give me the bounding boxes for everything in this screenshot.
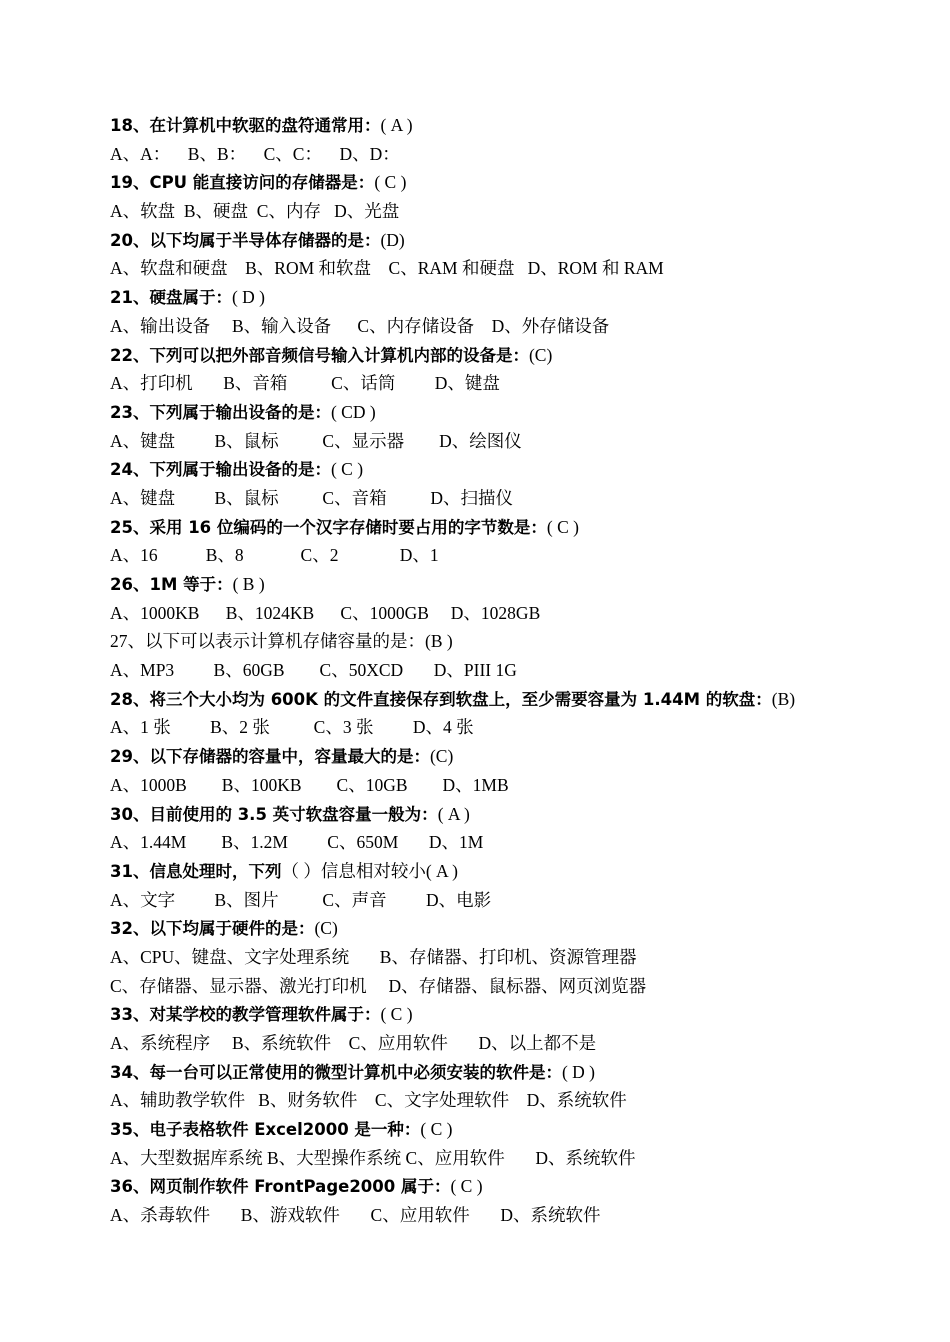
question-line — [110, 226, 910, 255]
answer-options — [110, 972, 910, 1001]
answer-key: ( D ) — [561, 1061, 596, 1082]
options-text: A、A： B、B： C、C： D、D： — [110, 143, 400, 164]
answer-key: ( A ) — [380, 115, 413, 135]
question-line — [110, 513, 910, 542]
answer-key: ( CD ) — [330, 401, 376, 422]
question-text: 28、将三个大小均为 600K 的文件直接保存到软盘上，至少需要容量为 1.44M 的软盘： — [110, 689, 772, 709]
question-text: 26、1M 等于： — [110, 575, 233, 594]
answer-options — [110, 254, 910, 283]
answer-key: (C) — [429, 746, 454, 767]
question-line — [110, 398, 910, 427]
answer-key: (D) — [380, 229, 405, 250]
question-line — [110, 1058, 910, 1087]
answer-options — [110, 771, 910, 800]
question-line — [110, 1115, 910, 1144]
answer-key: ( D ) — [231, 287, 266, 308]
answer-options — [110, 943, 910, 972]
answer-key: ( C ) — [374, 172, 407, 193]
question-text: 36、网页制作软件 FrontPage2000 属于： — [110, 1177, 451, 1197]
options-text: A、1000B B、100KB C、10GB D、1MB — [110, 774, 509, 795]
answer-key: (B ) — [425, 631, 453, 652]
question-line — [110, 800, 910, 829]
options-text: A、文字 B、图片 C、声音 D、电影 — [110, 889, 492, 910]
options-text: C、存储器、显示器、激光打印机 D、存储器、鼠标器、网页浏览器 — [110, 975, 647, 996]
answer-key: (C) — [314, 918, 338, 939]
question-text: 35、电子表格软件 Excel2000 是一种： — [110, 1120, 421, 1140]
question-line — [110, 570, 910, 599]
question-text-tail: （ ）信息相对较小 — [281, 860, 426, 881]
question-line — [110, 742, 910, 771]
question-line — [110, 627, 910, 656]
options-text: A、系统程序 B、系统软件 C、应用软件 D、以上都不是 — [110, 1033, 597, 1053]
question-text: 33、对某学校的教学管理软件属于： — [110, 1005, 381, 1025]
answer-options — [110, 1144, 910, 1173]
question-text: 29、以下存储器的容量中，容量最大的是： — [110, 747, 430, 767]
question-text: 32、以下均属于硬件的是： — [110, 919, 315, 939]
question-text: 30、目前使用的 3.5 英寸软盘容量一般为： — [110, 804, 438, 824]
question-line — [110, 168, 910, 197]
answer-options — [110, 828, 910, 857]
options-text: A、键盘 B、鼠标 C、音箱 D、扫描仪 — [110, 487, 513, 508]
question-text: 31、信息处理时，下列 — [110, 861, 282, 881]
options-text: A、16 B、8 C、2 D、1 — [110, 545, 439, 566]
answer-key: ( C ) — [330, 459, 364, 480]
question-line — [110, 857, 910, 886]
answer-options — [110, 1201, 910, 1230]
options-text: A、MP3 B、60GB C、50XCD D、PIII 1G — [110, 660, 517, 681]
answer-key: ( C ) — [450, 1176, 483, 1197]
answer-key: ( C ) — [546, 516, 579, 537]
question-text: 19、CPU 能直接访问的存储器是： — [110, 173, 375, 193]
answer-options — [110, 1029, 910, 1058]
options-text: A、1.44M B、1.2M C、650M D、1M — [110, 832, 484, 853]
answer-options — [110, 656, 910, 685]
question-line — [110, 1000, 910, 1029]
question-text: 24、下列属于输出设备的是： — [110, 460, 331, 480]
answer-options — [110, 427, 910, 456]
answer-options — [110, 1086, 910, 1115]
question-list — [110, 111, 910, 1230]
question-text: 23、下列属于输出设备的是： — [110, 402, 331, 422]
options-text: A、键盘 B、鼠标 C、显示器 D、绘图仪 — [110, 430, 522, 451]
question-line — [110, 341, 910, 370]
options-text: A、软盘和硬盘 B、ROM 和软盘 C、RAM 和硬盘 D、ROM 和 RAM — [110, 258, 664, 279]
question-text: 22、下列可以把外部音频信号输入计算机内部的设备是： — [110, 345, 529, 365]
answer-options — [110, 886, 910, 915]
answer-options — [110, 140, 910, 169]
answer-options — [110, 484, 910, 513]
answer-key: ( C ) — [420, 1119, 453, 1140]
answer-key: ( A ) — [425, 860, 458, 881]
question-line — [110, 455, 910, 484]
options-text: A、软盘 B、硬盘 C、内存 D、光盘 — [110, 201, 400, 222]
answer-options — [110, 369, 910, 398]
options-text: A、辅助教学软件 B、财务软件 C、文字处理软件 D、系统软件 — [110, 1090, 627, 1111]
question-line — [110, 111, 910, 140]
options-text: A、输出设备 B、输入设备 C、内存储设备 D、外存储设备 — [110, 315, 610, 336]
answer-options — [110, 713, 910, 742]
answer-key: ( B ) — [232, 574, 265, 594]
question-line — [110, 685, 910, 714]
answer-options — [110, 599, 910, 628]
question-text: 20、以下均属于半导体存储器的是： — [110, 230, 381, 250]
question-text: 34、每一台可以正常使用的微型计算机中必须安装的软件是： — [110, 1062, 562, 1082]
answer-key: ( A ) — [437, 803, 470, 824]
question-line — [110, 1172, 910, 1201]
options-text: A、杀毒软件 B、游戏软件 C、应用软件 D、系统软件 — [110, 1205, 601, 1226]
answer-key: (C) — [528, 344, 553, 365]
question-text: 27、以下可以表示计算机存储容量的是： — [110, 631, 425, 652]
answer-key: ( C ) — [380, 1004, 413, 1025]
question-line — [110, 283, 910, 312]
answer-key: (B) — [771, 688, 796, 709]
question-text: 25、采用 16 位编码的一个汉字存储时要占用的字节数是： — [110, 517, 547, 537]
options-text: A、大型数据库系统 B、大型操作系统 C、应用软件 D、系统软件 — [110, 1147, 636, 1168]
question-text: 21、硬盘属于： — [110, 288, 232, 308]
answer-options — [110, 197, 910, 226]
options-text: A、CPU、键盘、文字处理系统 B、存储器、打印机、资源管理器 — [110, 946, 637, 967]
answer-options — [110, 312, 910, 341]
options-text: A、1 张 B、2 张 C、3 张 D、4 张 — [110, 717, 474, 738]
question-text: 18、在计算机中软驱的盘符通常用： — [110, 116, 381, 135]
options-text: A、打印机 B、音箱 C、话筒 D、键盘 — [110, 373, 500, 394]
options-text: A、1000KB B、1024KB C、1000GB D、1028GB — [110, 602, 541, 623]
answer-options — [110, 541, 910, 570]
question-line — [110, 914, 910, 943]
